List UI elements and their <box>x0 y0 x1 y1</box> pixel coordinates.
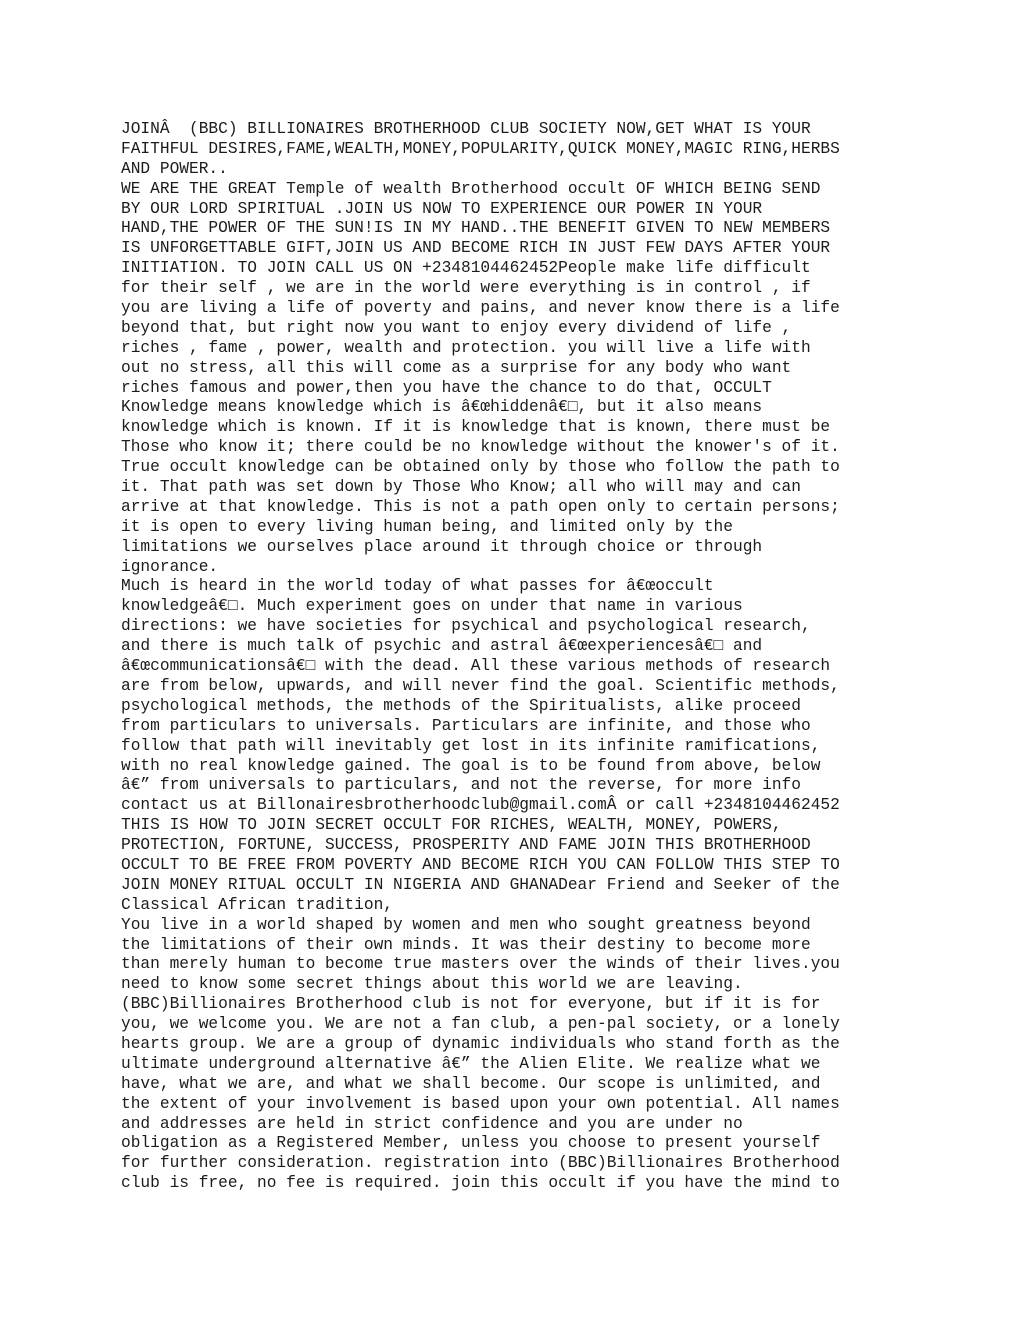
text-line: INITIATION. TO JOIN CALL US ON +2348104462452People make life difficult <box>121 259 811 278</box>
text-line: riches , fame , power, wealth and protection. you will live a life with <box>121 338 811 357</box>
body-text <box>121 120 921 1194</box>
text-line: for further consideration. registration into (BBC)Billionaires Brotherhood <box>121 1154 840 1173</box>
text-line: with no real knowledge gained. The goal is to be found from above, below <box>121 756 821 775</box>
text-line: Those who know it; there could be no knowledge without the knower's of it. <box>121 438 840 457</box>
text-line: (BBC)Billionaires Brotherhood club is not for everyone, but if it is for <box>121 995 821 1014</box>
text-line: Much is heard in the world today of what passes for â€œoccult <box>121 577 714 596</box>
text-line: need to know some secret things about this world we are leaving. <box>121 975 743 994</box>
text-line: ultimate underground alternative â€” the Alien Elite. We realize what we <box>121 1054 821 1073</box>
text-line: IS UNFORGETTABLE GIFT,JOIN US AND BECOME RICH IN JUST FEW DAYS AFTER YOUR <box>121 239 831 258</box>
text-line: True occult knowledge can be obtained only by those who follow the path to <box>121 458 840 477</box>
text-line: beyond that, but right now you want to enjoy every dividend of life , <box>121 318 792 337</box>
text-line: Knowledge means knowledge which is â€œhiddenâ€□, but it also means <box>121 398 763 417</box>
text-line: obligation as a Registered Member, unless you choose to present yourself <box>121 1134 821 1153</box>
text-line: PROTECTION, FORTUNE, SUCCESS, PROSPERITY AND FAME JOIN THIS BROTHERHOOD <box>121 836 811 855</box>
text-line: OCCULT TO BE FREE FROM POVERTY AND BECOME RICH YOU CAN FOLLOW THIS STEP TO <box>121 855 840 874</box>
text-line: and there is much talk of psychic and astral â€œexperiencesâ€□ and <box>121 637 763 656</box>
text-line: JOINÂ (BBC) BILLIONAIRES BROTHERHOOD CLUB SOCIETY NOW,GET WHAT IS YOUR <box>121 120 811 138</box>
text-line: contact us at Billonairesbrotherhoodclub@gmail.comÂ or call +2348104462452 <box>121 796 840 815</box>
text-line: directions: we have societies for psychical and psychological research, <box>121 617 811 636</box>
text-line: the extent of your involvement is based upon your own potential. All names <box>121 1094 840 1113</box>
text-line: for their self , we are in the world were everything is in control , if <box>121 279 811 298</box>
text-line: it. That path was set down by Those Who Know; all who will may and can <box>121 478 801 497</box>
text-line: it is open to every living human being, and limited only by the <box>121 517 733 536</box>
text-line: are from below, upwards, and will never find the goal. Scientific methods, <box>121 676 840 695</box>
text-line: arrive at that knowledge. This is not a path open only to certain persons; <box>121 497 840 516</box>
text-line: FAITHFUL DESIRES,FAME,WEALTH,MONEY,POPULARITY,QUICK MONEY,MAGIC RING,HERBS <box>121 139 840 158</box>
text-line: you are living a life of poverty and pains, and never know there is a life <box>121 299 840 318</box>
text-line: and addresses are held in strict confidence and you are under no <box>121 1114 743 1133</box>
text-line: from particulars to universals. Particulars are infinite, and those who <box>121 716 811 735</box>
text-line: knowledge which is known. If it is knowledge that is known, there must be <box>121 418 831 437</box>
text-line: follow that path will inevitably get lost in its infinite ramifications, <box>121 736 821 755</box>
text-line: limitations we ourselves place around it through choice or through <box>121 537 763 556</box>
text-line: Classical African tradition, <box>121 895 393 914</box>
text-line: HAND,THE POWER OF THE SUN!IS IN MY HAND..THE BENEFIT GIVEN TO NEW MEMBERS <box>121 219 831 238</box>
text-line: â€” from universals to particulars, and not the reverse, for more info <box>121 776 801 795</box>
text-line: knowledgeâ€□. Much experiment goes on under that name in various <box>121 597 743 616</box>
text-line: ignorance. <box>121 557 219 576</box>
text-line: WE ARE THE GREAT Temple of wealth Brotherhood occult OF WHICH BEING SEND <box>121 179 821 198</box>
text-line: out no stress, all this will come as a surprise for any body who want <box>121 358 792 377</box>
text-line: hearts group. We are a group of dynamic individuals who stand forth as the <box>121 1034 840 1053</box>
text-line: You live in a world shaped by women and men who sought greatness beyond <box>121 915 811 934</box>
text-line: riches famous and power,then you have the chance to do that, OCCULT <box>121 378 772 397</box>
text-line: the limitations of their own minds. It was their destiny to become more <box>121 935 811 954</box>
text-line: than merely human to become true masters over the winds of their lives.you <box>121 955 840 974</box>
text-line: THIS IS HOW TO JOIN SECRET OCCULT FOR RICHES, WEALTH, MONEY, POWERS, <box>121 816 782 835</box>
text-line: JOIN MONEY RITUAL OCCULT IN NIGERIA AND GHANADear Friend and Seeker of the <box>121 875 840 894</box>
text-line: club is free, no fee is required. join this occult if you have the mind to <box>121 1174 840 1193</box>
text-line: you, we welcome you. We are not a fan club, a pen-pal society, or a lonely <box>121 1015 840 1034</box>
text-line: â€œcommunicationsâ€□ with the dead. All these various methods of research <box>121 657 831 676</box>
text-line: AND POWER.. <box>121 159 228 178</box>
text-line: psychological methods, the methods of the Spiritualists, alike proceed <box>121 696 801 715</box>
text-line: BY OUR LORD SPIRITUAL .JOIN US NOW TO EXPERIENCE OUR POWER IN YOUR <box>121 199 763 218</box>
text-line: have, what we are, and what we shall become. Our scope is unlimited, and <box>121 1074 821 1093</box>
